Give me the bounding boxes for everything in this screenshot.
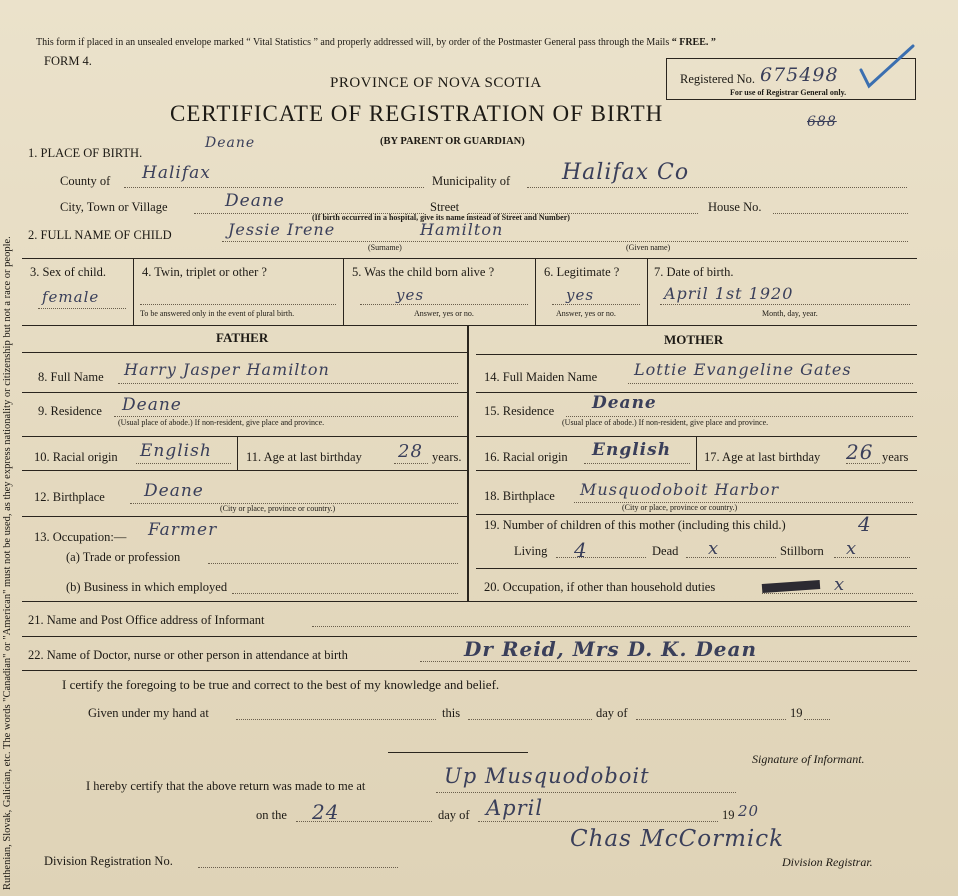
father-trade-line [208,563,458,564]
father-business-label: (b) Business in which employed [66,580,228,594]
registrar-certify-label: I hereby certify that the above return was made to me at [86,779,366,793]
city-label: City, Town or Village [60,200,168,214]
informant-label: 21. Name and Post Office address of Informant [28,613,265,627]
legitimate-label: 6. Legitimate ? [544,265,620,279]
registrar-place-line [436,792,736,793]
county-line [124,187,424,188]
mother-racial-line [584,463,690,464]
living-line [556,557,646,558]
mother-age-value: 26 [846,440,874,464]
rule-col-4 [647,258,648,325]
rule-mother-age [696,436,697,470]
legitimate-note: Answer, yes or no. [556,309,616,318]
registrar-place-value: Up Musquodoboit [444,764,650,788]
father-name-label: 8. Full Name [38,370,104,384]
rule-mother-head [476,354,917,355]
dob-value: April 1st 1920 [664,284,794,303]
house-label: House No. [708,200,762,214]
rule-top [22,258,917,259]
certificate-title: CERTIFICATE OF REGISTRATION OF BIRTH [170,101,664,126]
father-residence-value: Deane [122,395,182,415]
informant-day-of-label: day of [596,706,628,720]
mail-notice-text: This form if placed in an unsealed envelope marked “ Vital Statistics ” and properly addressed will, by order of the Postmaster General pass through the Mails [36,37,670,48]
mother-birthplace-value: Musquodoboit Harbor [580,480,780,499]
father-birthplace-note: (City or place, province or country.) [220,504,336,513]
division-registration-line [198,867,398,868]
informant-year-line [804,719,830,720]
city-value: Deane [225,191,285,211]
registrar-note: For use of Registrar General only. [730,88,847,97]
child-surname: Hamilton [420,220,504,239]
mother-occupation-label: 20. Occupation, if other than household duties [484,580,716,594]
stillborn-label: Stillborn [780,544,824,558]
father-name-line [118,383,458,384]
father-age-value: 28 [398,441,423,462]
mother-age-label: 17. Age at last birthday [704,450,821,464]
mother-birthplace-label: 18. Birthplace [484,489,555,503]
mother-racial-label: 16. Racial origin [484,450,568,464]
child-name-line [222,241,908,242]
registrar-day-of-label: day of [438,808,470,822]
living-label: Living [514,544,548,558]
municipality-line [527,187,907,188]
father-age-label: 11. Age at last birthday [246,450,362,464]
mother-heading: MOTHER [664,332,724,347]
father-racial-value: English [140,441,212,461]
sex-value: female [42,288,100,306]
mother-name-line [628,383,913,384]
registrar-year-prefix: 19 [722,808,735,822]
alive-value: yes [396,286,425,304]
this-day-line [468,719,592,720]
twin-label: 4. Twin, triplet or other ? [142,265,267,279]
free-label: “ FREE. ” [671,37,716,48]
registrar-year-value: 20 [738,802,760,820]
province-heading: PROVINCE OF NOVA SCOTIA [330,75,542,91]
certify-statement: I certify the foregoing to be true and correct to the best of my knowledge and belief. [62,677,500,692]
rule-mother-3 [476,470,917,471]
father-occupation-value: Farmer [148,520,218,540]
dob-label: 7. Date of birth. [654,265,734,279]
legitimate-value: yes [566,286,595,304]
sex-label: 3. Sex of child. [30,265,107,279]
rule-father-3 [22,470,467,471]
sex-line [38,308,126,309]
registrar-signature: Chas McCormick [570,826,785,852]
registered-label: Registered No. [680,72,755,86]
father-racial-line [136,463,231,464]
father-residence-label: 9. Residence [38,404,102,418]
father-business-line [232,593,458,594]
doctor-value: Dr Reid, Mrs D. K. Dean [464,637,758,661]
informant-year-label: 19 [790,706,803,720]
legitimate-line [552,304,640,305]
rule-father-age [237,436,238,470]
municipality-label: Municipality of [432,174,511,188]
signature-rule [388,752,528,753]
hospital-note: (If birth occurred in a hospital, give its name instead of Street and Number) [312,213,570,222]
mother-occupation-value: x [834,574,846,595]
father-years-label: years. [432,450,462,464]
dead-line [686,557,776,558]
father-birthplace-value: Deane [144,481,204,501]
dead-value: x [708,538,720,559]
twin-note: To be answered only in the event of plural birth. [140,309,295,318]
redaction-mark [762,580,820,593]
division-registration-label: Division Registration No. [44,854,173,868]
rule-doctor [22,670,917,671]
registrar-month-line [478,821,718,822]
father-residence-note: (Usual place of abode.) If non-resident, give place and province. [118,418,325,427]
alive-label: 5. Was the child born alive ? [352,265,495,279]
mother-racial-value: English [592,440,672,460]
informant-month-line [636,719,786,720]
mother-residence-label: 15. Residence [484,404,555,418]
given-under-label: Given under my hand at [88,706,209,720]
margin-mark: 688 [807,114,837,130]
registrar-month-value: April [486,796,544,820]
twin-line [140,304,336,305]
side-notice: Ruthenian, Slovak, Galician, etc. The words "Canadian" or "American" must not be used, as they express nationality or citizenship but not a race or people. [2,236,13,890]
mother-children-value: 4 [858,512,872,536]
father-birthplace-label: 12. Birthplace [34,490,105,504]
mother-residence-note: (Usual place of abode.) If non-resident, give place and province. [562,418,769,427]
child-name-label: 2. FULL NAME OF CHILD [28,228,172,242]
rule-mother-1 [476,392,917,393]
form-number: FORM 4. [44,54,92,68]
mother-birthplace-note: (City or place, province or country.) [622,503,738,512]
division-registrar-label: Division Registrar. [782,855,873,869]
doctor-label: 22. Name of Doctor, nurse or other person in attendance at birth [28,648,348,662]
informant-signature-label: Signature of Informant. [752,752,865,766]
county-value: Halifax [142,163,211,183]
given-place-line [236,719,436,720]
dob-line [660,304,910,305]
doctor-line [420,661,910,662]
alive-line [360,304,528,305]
rule-row-3-bottom [22,325,917,326]
registrar-day-value: 24 [312,800,340,824]
rule-mother-5 [476,568,917,569]
municipality-value: Halifax Co [562,160,690,185]
dead-label: Dead [652,544,679,558]
stillborn-value: x [846,538,858,559]
certificate-subtitle: (BY PARENT OR GUARDIAN) [380,136,525,147]
father-heading: FATHER [216,330,269,345]
place-of-birth-label: 1. PLACE OF BIRTH. [28,146,143,160]
this-label: this [442,706,461,720]
living-value: 4 [574,538,588,562]
check-mark-icon [857,42,917,90]
rule-col-3 [535,258,536,325]
mother-name-value: Lottie Evangeline Gates [634,360,852,379]
mail-notice [36,37,716,48]
rule-father-2 [22,436,467,437]
informant-line [312,626,910,627]
dob-note: Month, day, year. [762,309,818,318]
mother-residence-value: Deane [592,393,657,413]
place-of-birth-value: Deane [205,135,256,151]
father-name-value: Harry Jasper Hamilton [124,360,330,379]
given-name-note: (Given name) [626,243,671,252]
on-the-label: on the [256,808,287,822]
registered-number: 675498 [760,64,839,86]
mother-name-label: 14. Full Maiden Name [484,370,598,384]
rule-mother-4 [476,514,917,515]
house-line [773,213,908,214]
street-label: Street [430,200,460,214]
mother-children-label: 19. Number of children of this mother (including this child.) [484,518,786,532]
rule-parents-divider [467,325,469,601]
rule-col-1 [133,258,134,325]
father-age-line [394,463,428,464]
father-trade-label: (a) Trade or profession [66,550,181,564]
rule-father-1 [22,392,467,393]
alive-note: Answer, yes or no. [414,309,474,318]
rule-col-2 [343,258,344,325]
child-given-name: Jessie Irene [228,220,336,239]
rule-father-head [22,352,467,353]
father-occupation-label: 13. Occupation:— [34,530,127,544]
county-label: County of [60,174,111,188]
rule-father-4 [22,516,467,517]
father-racial-label: 10. Racial origin [34,450,118,464]
mother-years-label: years [882,450,909,464]
father-residence-line [114,416,458,417]
mother-residence-line [566,416,913,417]
surname-note: (Surname) [368,243,402,252]
rule-parents-bottom [22,601,917,602]
